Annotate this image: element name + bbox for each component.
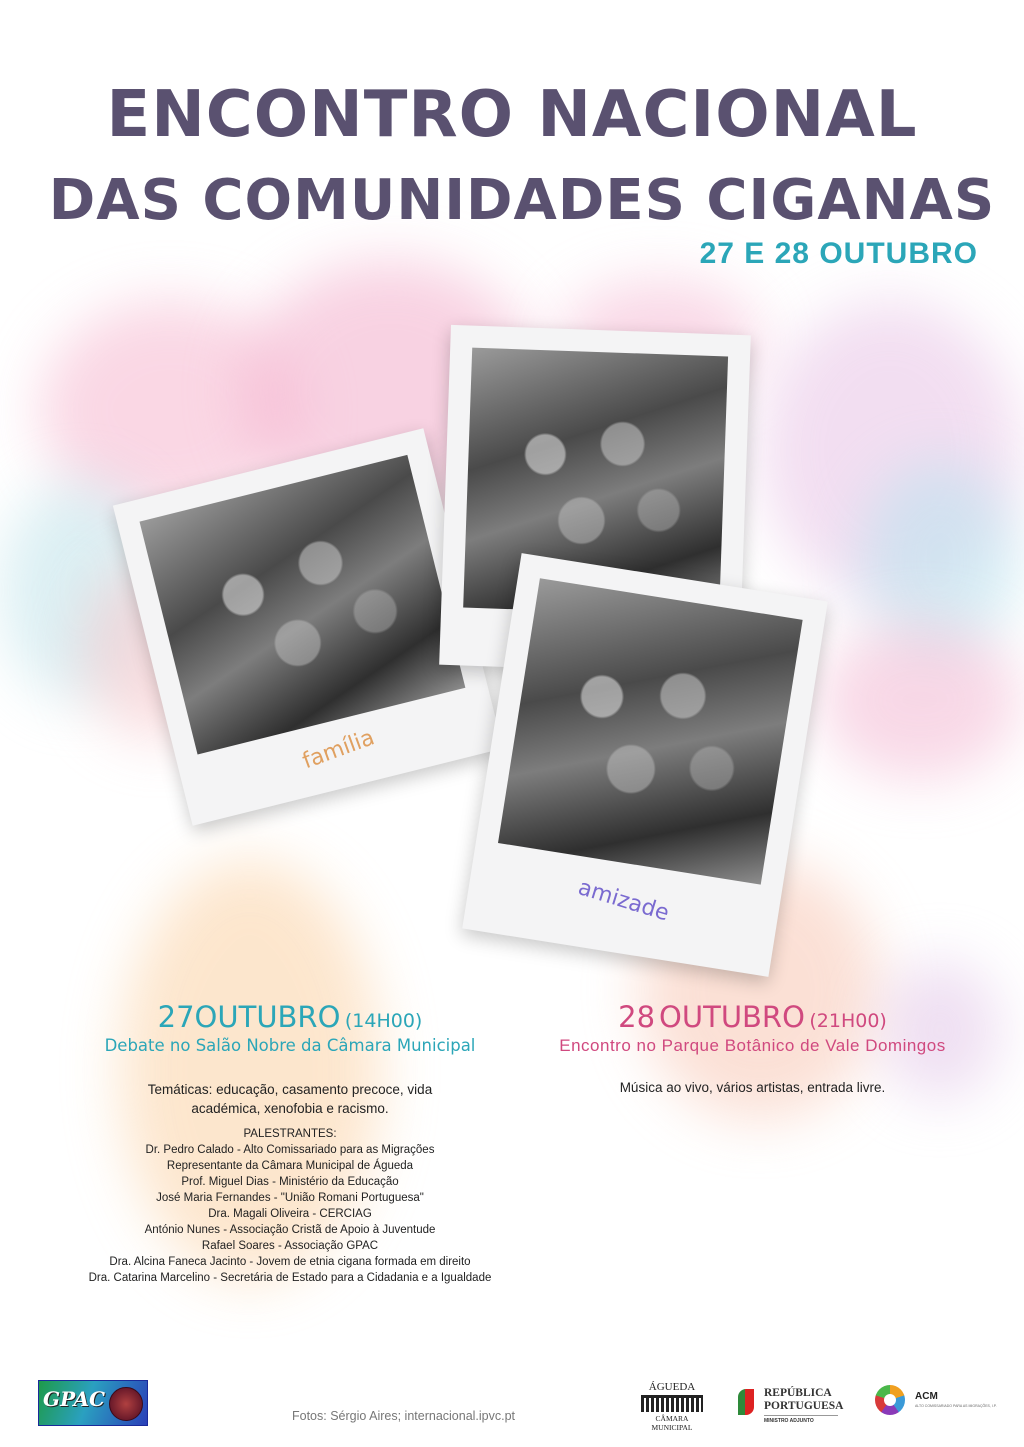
speaker-item: José Maria Fernandes - "União Romani Portuguesa" bbox=[156, 1192, 424, 1204]
topics-line1: Temáticas: educação, casamento precoce, vida bbox=[147, 1082, 433, 1097]
poster-title-line2: DAS COMUNIDADES CIGANAS bbox=[48, 168, 996, 233]
event-day1-topics bbox=[70, 1080, 510, 1118]
acm-people-circle-inner bbox=[884, 1394, 896, 1406]
photo-credit: Fotos: Sérgio Aires; internacional.ipvc.pt bbox=[292, 1409, 516, 1423]
speaker-item: Prof. Miguel Dias - Ministério da Educação bbox=[181, 1176, 399, 1188]
agueda-logo bbox=[636, 1381, 708, 1432]
event-day2-description: Música ao vivo, vários artistas, entrada livre. bbox=[619, 1080, 886, 1095]
speaker-item: Dr. Pedro Calado - Alto Comissariado para as Migrações bbox=[145, 1144, 435, 1156]
portugal-flag-emblem-icon bbox=[738, 1389, 754, 1415]
gpac-badge-icon bbox=[109, 1387, 143, 1421]
event-day2-time: (21H00) bbox=[809, 1010, 887, 1032]
polaroid-photo-friendship bbox=[462, 553, 828, 977]
republica-portuguesa-logo bbox=[738, 1383, 848, 1427]
event-day2-venue: Encontro no Parque Botânico de Vale Domingos bbox=[559, 1036, 946, 1055]
speaker-item: Rafael Soares - Associação GPAC bbox=[201, 1240, 379, 1252]
photo-caption-friendship: amizade bbox=[575, 875, 672, 927]
poster-title-line1: ENCONTRO NACIONAL bbox=[106, 78, 918, 152]
gpac-logo bbox=[38, 1380, 148, 1426]
event-day1-time: (14H00) bbox=[344, 1010, 423, 1032]
photo-caption-family: família bbox=[299, 725, 378, 775]
event-day1-month: OUTUBRO bbox=[194, 1000, 341, 1034]
agueda-logo-top: ÁGUEDA bbox=[648, 1381, 696, 1393]
event-day2-day: 28 bbox=[618, 1000, 656, 1034]
event-day2-month: OUTUBRO bbox=[659, 1000, 805, 1034]
republica-sub: MINISTRO ADJUNTO bbox=[764, 1418, 814, 1424]
town-hall-building-icon bbox=[641, 1395, 703, 1412]
event-day1-day: 27 bbox=[157, 1000, 195, 1034]
event-day1-venue: Debate no Salão Nobre da Câmara Municipal bbox=[104, 1036, 476, 1055]
gpac-logo-text: GPAC bbox=[43, 1387, 106, 1411]
photo-friends-group bbox=[498, 578, 803, 884]
acm-logo-text: ACM bbox=[915, 1391, 938, 1402]
speakers-list bbox=[40, 1126, 540, 1286]
republica-line2: PORTUGUESA bbox=[764, 1400, 844, 1412]
speaker-item: Representante da Câmara Municipal de Águeda bbox=[166, 1160, 414, 1172]
speaker-item: António Nunes - Associação Cristã de Apoio à Juventude bbox=[144, 1224, 436, 1236]
speaker-item: Dra. Alcina Faneca Jacinto - Jovem de etnia cigana formada em direito bbox=[109, 1256, 471, 1268]
event-date-range: 27 E 28 OUTUBRO bbox=[699, 237, 978, 270]
event-day1 bbox=[70, 1000, 510, 1055]
acm-logo-sub: ALTO COMISSARIADO PARA AS MIGRAÇÕES, I.P. bbox=[915, 1404, 997, 1408]
event-day2 bbox=[505, 1000, 1000, 1056]
speaker-item: Dra. Magali Oliveira - CERCIAG bbox=[208, 1208, 372, 1220]
agueda-logo-bottom: CÂMARA MUNICIPAL bbox=[651, 1414, 693, 1432]
topics-line2: académica, xenofobia e racismo. bbox=[191, 1101, 389, 1116]
speakers-heading: PALESTRANTES: bbox=[243, 1128, 337, 1140]
republica-line1: REPÚBLICA bbox=[764, 1387, 832, 1399]
divider bbox=[764, 1415, 838, 1416]
acm-logo bbox=[875, 1383, 1015, 1423]
speaker-item: Dra. Catarina Marcelino - Secretária de Estado para a Cidadania e a Igualdade bbox=[88, 1272, 492, 1284]
